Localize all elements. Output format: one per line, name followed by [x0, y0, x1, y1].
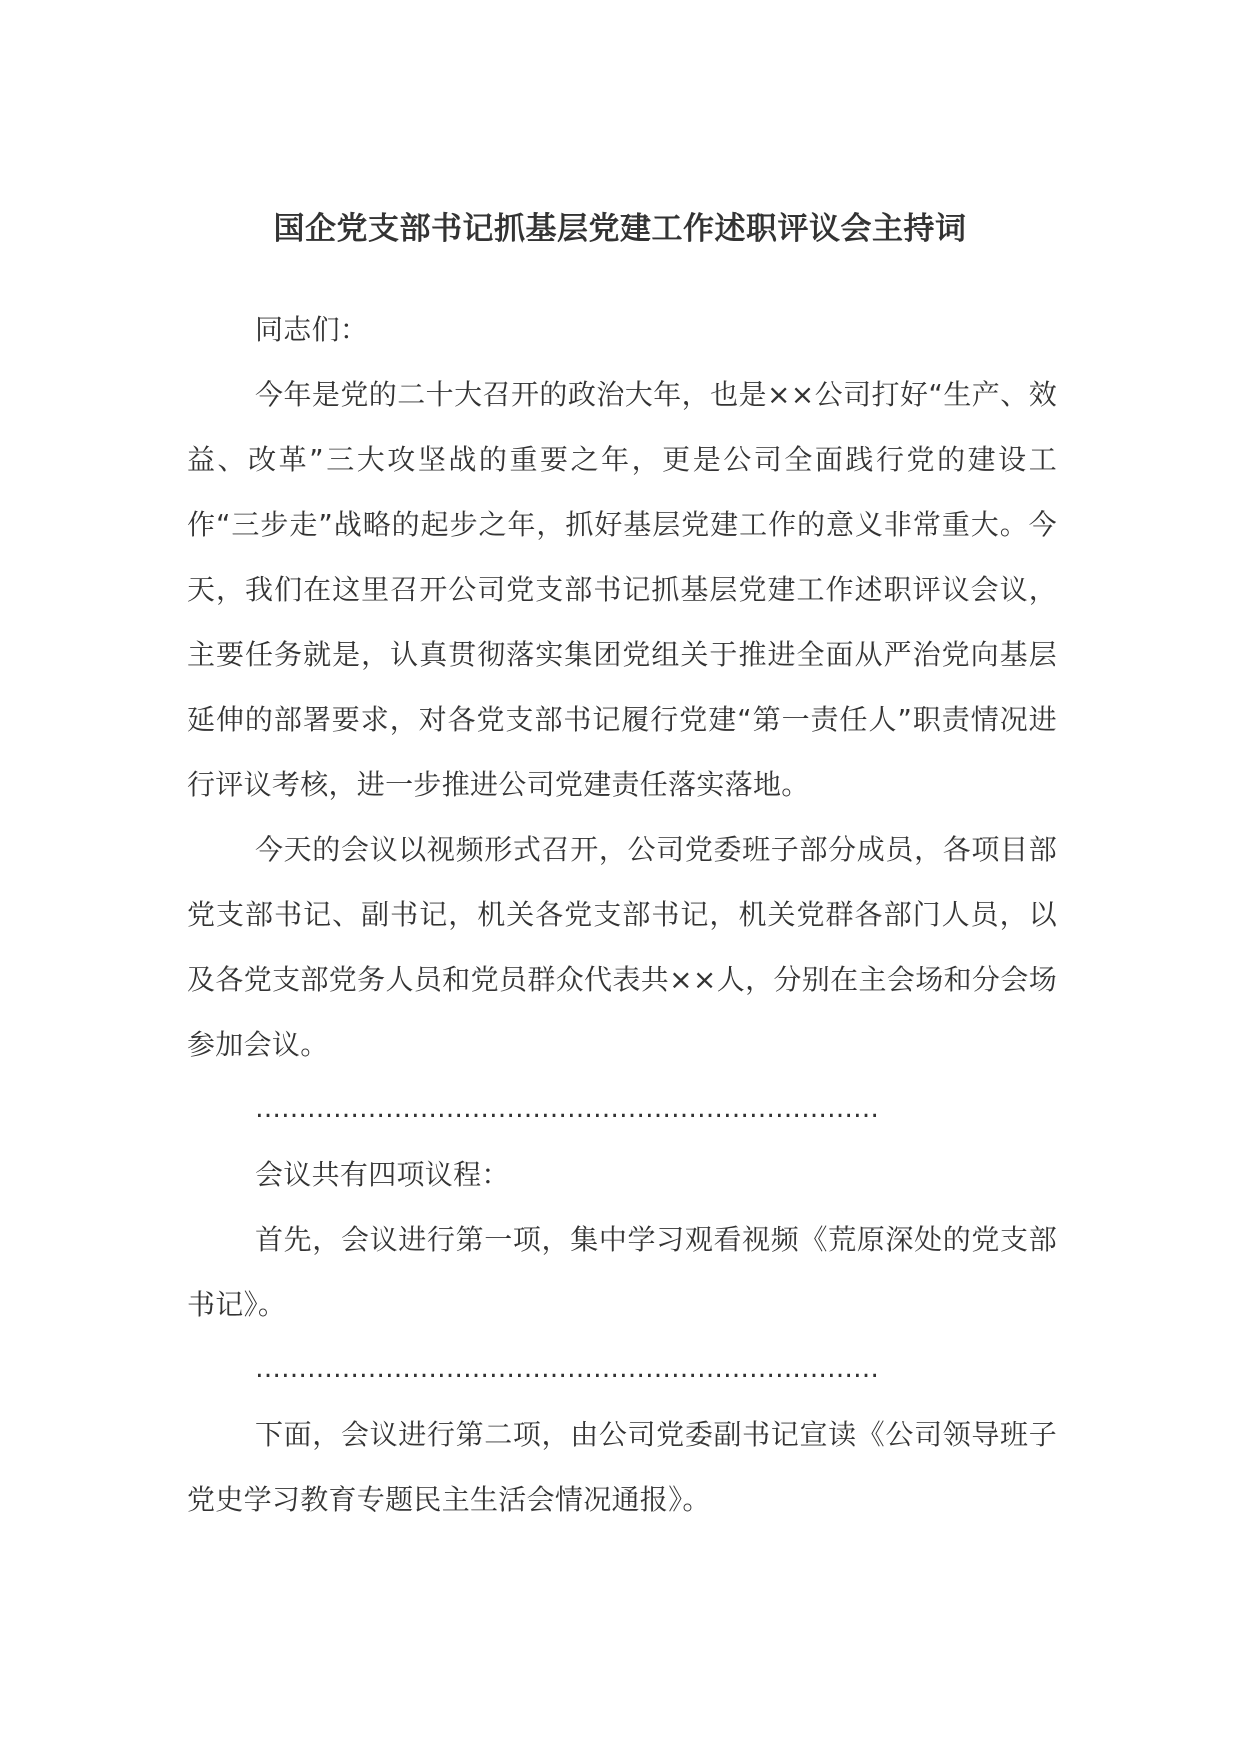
agenda-item-1-paragraph: 首先，会议进行第一项，集中学习观看视频《荒原深处的党支部书记》。 [187, 1223, 1057, 1321]
document-body [187, 297, 1057, 1532]
attendance-paragraph: 今天的会议以视频形式召开，公司党委班子部分成员，各项目部党支部书记、副书记，机关各党支部书记，机关党群各部门人员，以及各党支部党务人员和党员群众代表共××人，分别在主会场和分会场参加会议。 [187, 833, 1057, 1061]
ellipsis-separator: ……………………………………………………………… [255, 1354, 879, 1384]
agenda-intro-paragraph: 会议共有四项议程： [255, 1158, 510, 1191]
ellipsis-separator: ……………………………………………………………… [255, 1094, 879, 1124]
salutation-paragraph: 同志们： [255, 313, 369, 346]
agenda-item-2-paragraph: 下面，会议进行第二项，由公司党委副书记宣读《公司领导班子党史学习教育专题民主生活会情况通报》。 [187, 1418, 1057, 1516]
document-title: 国企党支部书记抓基层党建工作述职评议会主持词 [273, 211, 967, 247]
intro-paragraph: 今年是党的二十大召开的政治大年，也是××公司打好“生产、效益、改革”三大攻坚战的重要之年，更是公司全面践行党的建设工作“三步走”战略的起步之年，抓好基层党建工作的意义非常重大。今天，我们在这里召开公司党支部书记抓基层党建工作述职评议会议，主要任务就是，认真贯彻落实集团党组关于推进全面从严治党向基层延伸的部署要求，对各党支部书记履行党建“第一责任人”职责情况进行评议考核，进一步推进公司党建责任落实落地。 [187, 378, 1057, 801]
